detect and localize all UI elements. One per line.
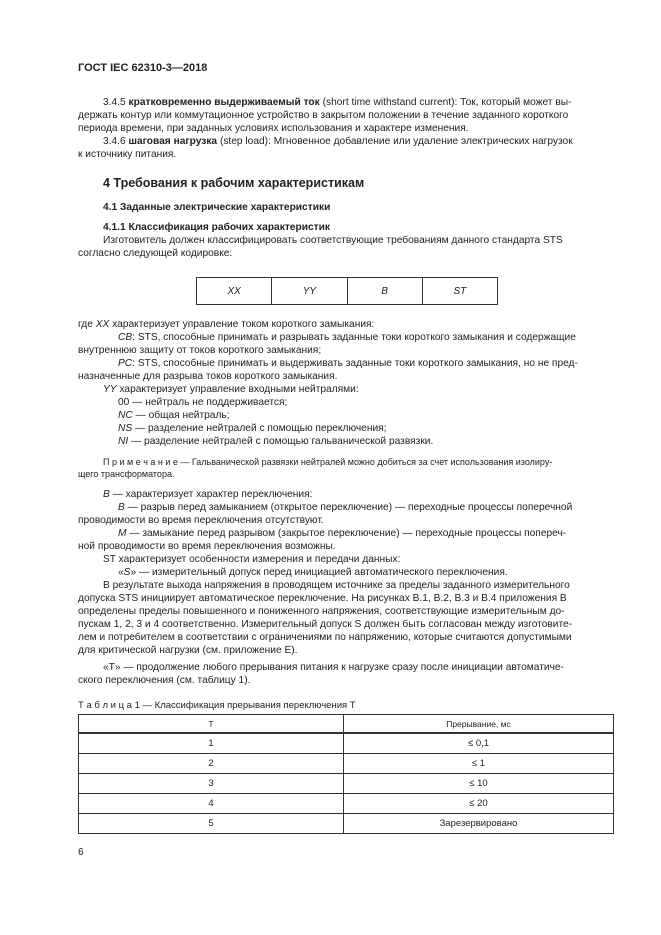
yy-item: 00 — нейтраль не поддерживается; [118,397,288,408]
table-cell: ≤ 10 [344,774,614,794]
table-cell: ≤ 20 [344,794,614,814]
st-description: ST характеризует особенности измерения и передачи данных: [103,554,401,565]
yy-item: NC — общая нейтраль; [118,410,230,421]
st-para-line: пускам 1, 2, 3 и 4 соответственно. Измерительный допуск S должен быть согласован между изготовите- [78,619,573,630]
table-header-cell: Т [79,715,344,734]
table-caption: Т а б л и ц а 1 — Классификация прерывания переключения Т [78,700,356,711]
page-number: 6 [78,847,84,858]
table-cell: Зарезервировано [344,814,614,834]
code-box-yy: YY [272,278,347,304]
clause-3-4-6-line-2: к источнику питания. [78,149,177,160]
clause-3-4-5-line-2: держать контур или коммутационное устройство в закрытом положении в течение заданного короткого [78,110,569,121]
document-header: ГОСТ IEC 62310-3—2018 [78,62,208,74]
m-line-1: M — замыкание перед разрывом (закрытое переключение) — переходные процессы попереч- [118,528,567,539]
note-line-2: щего трансформатора. [78,469,175,479]
m-line-2: ной проводимости во время переключения возможны. [78,541,336,552]
table-cell: ≤ 0,1 [344,733,614,754]
interruption-table [78,714,614,834]
st-para-line: лем и потребителем в соответствии с ограничениями по напряжению, которые считаются допустимыми [78,632,572,643]
pc-line-2: назначенные для разрыва токов короткого замыкания. [78,371,338,382]
table-cell: 5 [79,814,344,834]
intro-line-1: Изготовитель должен классифицировать соответствующие требованиям данного стандарта STS [103,235,563,246]
xx-description: где XX характеризует управление током короткого замыкания: [78,319,375,330]
yy-description: YY характеризует управление входными нейтралями: [103,384,359,395]
b-line-2: проводимости во время переключения отсутствуют. [78,515,324,526]
pc-line-1: PC: STS, способные принимать и выдерживать заданные токи короткого замыкания, но не пред- [118,358,578,369]
table-cell: 1 [79,733,344,754]
code-box-xx: XX [197,278,272,304]
table-row [79,754,614,774]
table-header-cell: Прерывание, мс [344,715,614,734]
table-row [79,794,614,814]
clause-3-4-5-line-3: периода времени, при заданных условиях использования и характере изменения. [78,123,469,134]
table-header-row [79,715,614,734]
st-para-line: для критической нагрузки (см. приложение Е). [78,645,298,656]
definition-text: (short time withstand current): Ток, который может вы- [322,97,572,108]
cb-line-1: CB: STS, способные принимать и разрывать заданные токи короткого замыкания и содержащие [118,332,576,343]
clause-3-4-6-line-1 [103,135,573,148]
clause-number: 3.4.6 [103,136,126,147]
s-line: «S» — измерительный допуск перед инициацией автоматического переключения. [118,567,508,578]
table-row [79,774,614,794]
st-para-line: определены пределы повышенного и пониженного напряжения, соответствующие измерительным до- [78,606,565,617]
yy-item: NI — разделение нейтралей с помощью гальванической развязки. [118,436,434,447]
table-cell: 3 [79,774,344,794]
b-line-1: B — разрыв перед замыканием (открытое переключение) — переходные процессы поперечной [118,502,573,513]
st-para-line: допуска STS инициирует автоматическое переключение. На рисунках В.1, В.2, В.3 и В.4 приложения В [78,593,567,604]
table-cell: ≤ 1 [344,754,614,774]
intro-line-2: согласно следующей кодировке: [78,248,233,259]
clause-3-4-5-line-1 [103,96,571,109]
definition-text: (step load): Мгновенное добавление или удаление электрических нагрузок [219,136,573,147]
t-line-2: ского переключения (см. таблицу 1). [78,675,251,686]
clause-number: 3.4.5 [103,97,126,108]
section-title: 4 Требования к рабочим характеристикам [103,176,365,190]
code-box-st: ST [453,285,467,297]
table-row [79,814,614,834]
yy-item: NS — разделение нейтралей с помощью переключения; [118,423,387,434]
subsection-title: 4.1 Заданные электрические характеристики [103,202,331,213]
st-para-line: В результате выхода напряжения в проводящем источнике за пределы заданного измерительного [103,580,570,591]
table-cell: 4 [79,794,344,814]
t-line-1: «T» — продолжение любого прерывания питания к нагрузке сразу после инициации автоматиче- [103,662,564,673]
cb-line-2: внутреннюю защиту от токов короткого замыкания; [78,345,322,356]
note-line-1: П р и м е ч а н и е — Гальванической развязки нейтралей можно добиться за счет использования изолиру- [103,457,553,467]
b-description: B — характеризует характер переключения: [103,489,313,500]
subsubsection-title: 4.1.1 Классификация рабочих характеристик [103,222,330,233]
code-box-b: B [348,278,423,304]
table-cell: 2 [79,754,344,774]
table-row [79,733,614,754]
coding-scheme [196,277,498,305]
term: шаговая нагрузка [128,136,218,147]
term: кратковременно выдерживаемый ток [128,97,320,108]
